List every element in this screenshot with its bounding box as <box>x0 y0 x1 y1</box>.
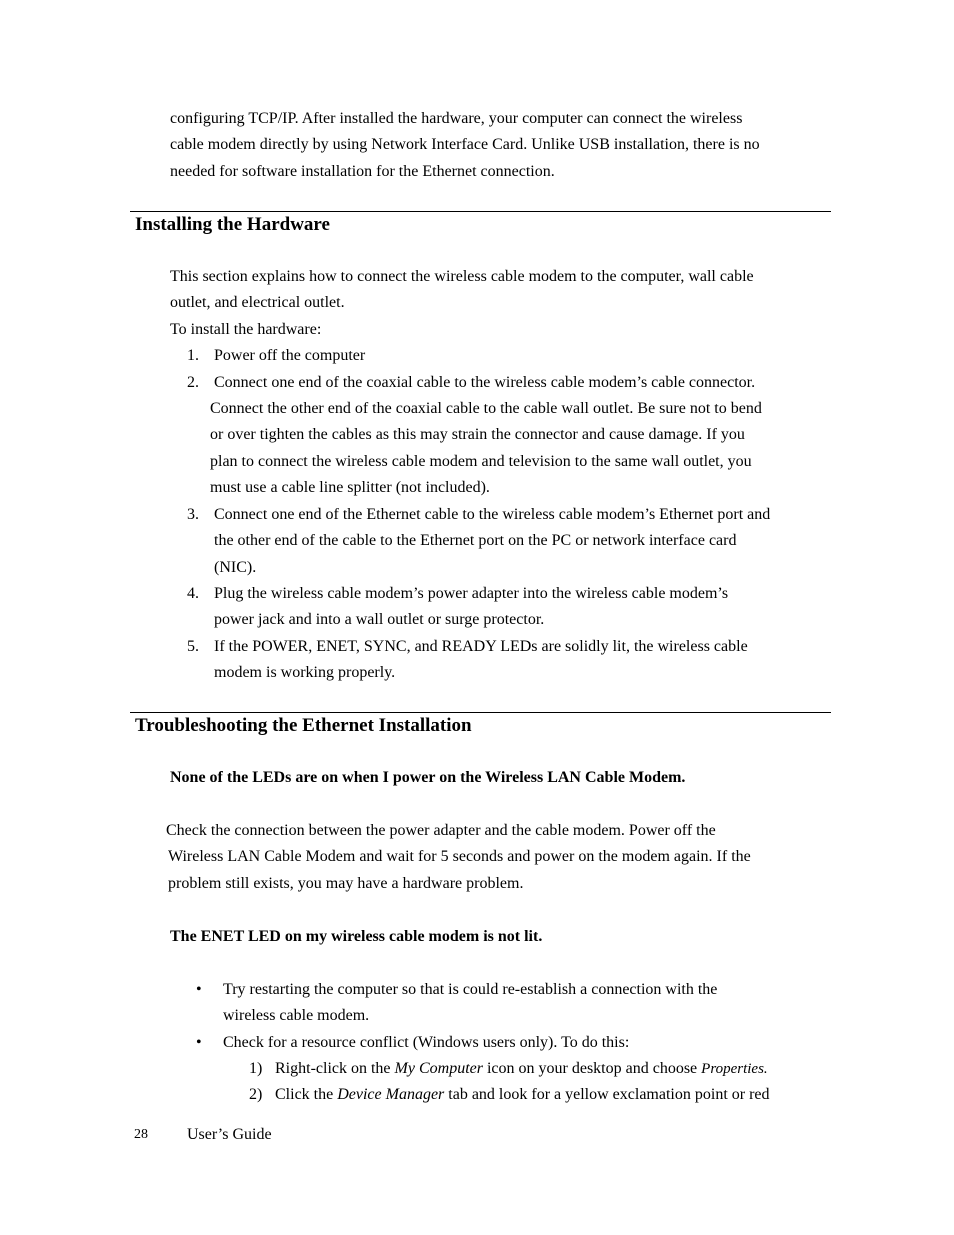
answer-line: Check the connection between the power adapter and the cable modem. Power off the <box>166 822 716 839</box>
bullet-item <box>223 1030 629 1056</box>
step-text: Plug the wireless cable modem’s power adapter into the wireless cable modem’s <box>214 585 729 602</box>
page-number: 28 <box>134 1127 148 1142</box>
substep-text-part: tab and look for a yellow exclamation point or red <box>444 1086 770 1103</box>
substep-text <box>275 1056 768 1082</box>
substep-emphasis: Device Manager <box>337 1086 445 1103</box>
substep-emphasis: Properties. <box>701 1061 768 1077</box>
bullet-icon: • <box>196 981 202 998</box>
section-divider <box>130 712 831 713</box>
substep-text-part: Click the <box>275 1086 338 1103</box>
step-body <box>214 581 728 634</box>
bullet-text: Check for a resource conflict (Windows users only). To do this: <box>223 1034 630 1051</box>
substep-emphasis: My Computer <box>394 1060 483 1077</box>
bullet-icon: • <box>196 1034 202 1051</box>
step-number: 1. <box>187 347 199 364</box>
question-heading: The ENET LED on my wireless cable modem is not lit. <box>170 928 543 945</box>
step-number: 2. <box>187 374 199 391</box>
section-heading-troubleshooting: Troubleshooting the Ethernet Installation <box>135 715 472 736</box>
substep-number: 1) <box>249 1060 263 1077</box>
substep-number: 2) <box>249 1086 263 1103</box>
step-text: or over tighten the cables as this may strain the connector and cause damage. If you <box>210 426 745 444</box>
substep-text-part: Right-click on the <box>275 1060 395 1077</box>
intro-line: cable modem directly by using Network Interface Card. Unlike USB installation, there is no <box>170 136 760 154</box>
step-text: Connect one end of the Ethernet cable to the wireless cable modem’s Ethernet port and <box>214 506 771 523</box>
intro-paragraph <box>170 106 760 185</box>
para-line: outlet, and electrical outlet. <box>170 294 345 312</box>
answer-line: problem still exists, you may have a hardware problem. <box>168 874 524 892</box>
step-text: the other end of the cable to the Ethernet port on the PC or network interface card <box>214 532 737 550</box>
page-footer <box>134 1125 148 1143</box>
step-text: plan to connect the wireless cable modem and television to the same wall outlet, you <box>210 452 752 470</box>
step-text: Connect the other end of the coaxial cable to the cable wall outlet. Be sure not to bend <box>210 400 762 417</box>
step-text: must use a cable line splitter (not included). <box>210 479 490 497</box>
step-text: Connect one end of the coaxial cable to the wireless cable modem’s cable connector. <box>214 374 756 391</box>
section1-paragraph <box>170 264 754 343</box>
step-number: 3. <box>187 506 199 523</box>
step-text: Power off the computer <box>214 347 366 364</box>
intro-line: needed for software installation for the Ethernet connection. <box>170 162 555 180</box>
intro-line: configuring TCP/IP. After installed the hardware, your computer can connect the wireless <box>170 110 743 127</box>
step-text: power jack and into a wall outlet or surge protector. <box>214 611 545 629</box>
answer-paragraph <box>166 818 751 897</box>
step-body <box>214 502 770 581</box>
section-heading-installing: Installing the Hardware <box>135 214 330 235</box>
substep-text <box>275 1082 770 1108</box>
substep-text-part: icon on your desktop and choose <box>482 1060 702 1077</box>
bullet-item <box>223 977 717 1030</box>
question-heading: None of the LEDs are on when I power on the Wireless LAN Cable Modem. <box>170 769 686 786</box>
bullet-text: wireless cable modem. <box>223 1007 370 1025</box>
answer-line: Wireless LAN Cable Modem and wait for 5 seconds and power on the modem again. If the <box>168 848 751 866</box>
footer-title: User’s Guide <box>187 1126 272 1143</box>
install-lead: To install the hardware: <box>170 320 322 338</box>
step-number: 5. <box>187 638 199 655</box>
step-text: (NIC). <box>214 558 257 576</box>
step-number: 4. <box>187 585 199 602</box>
section-divider <box>130 211 831 212</box>
step-text: modem is working properly. <box>214 664 396 682</box>
step-body <box>214 634 748 687</box>
bullet-text: Try restarting the computer so that is could re-establish a connection with the <box>223 981 718 998</box>
step-continuation <box>210 396 762 502</box>
step-text: If the POWER, ENET, SYNC, and READY LEDs are solidly lit, the wireless cable <box>214 638 748 655</box>
para-line: This section explains how to connect the wireless cable modem to the computer, wall cable <box>170 268 754 285</box>
